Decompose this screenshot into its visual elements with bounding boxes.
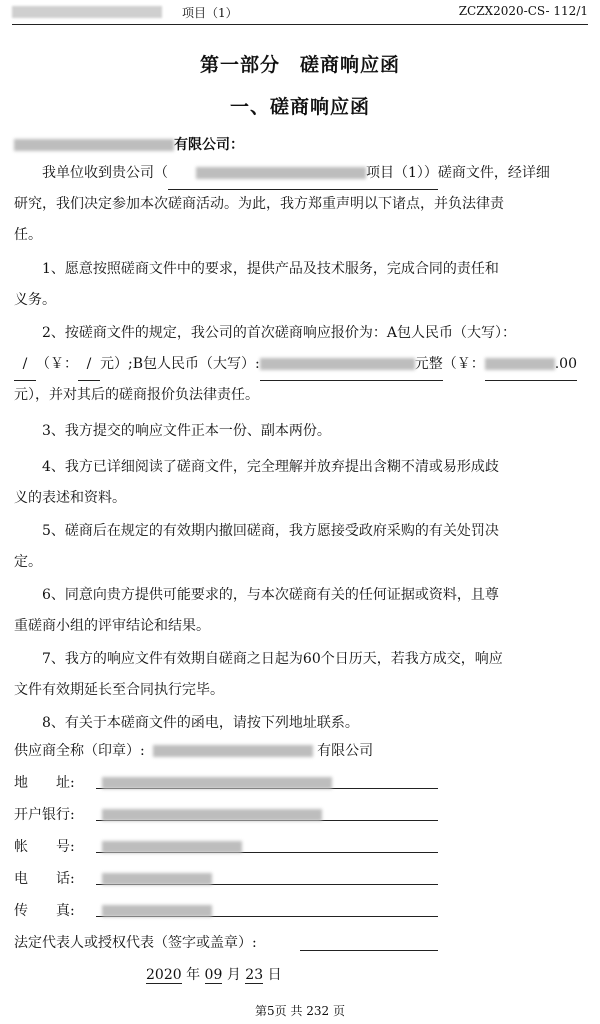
intro-line-2: 研究，我们决定参加本次磋商活动。为此，我方郑重声明以下诸点，并负法律责 (14, 196, 504, 212)
a-package-amount: / (78, 349, 100, 381)
redacted-fax (102, 905, 212, 917)
redacted-company (14, 139, 174, 151)
yen-label-a: （￥： (36, 356, 78, 372)
item-6b: 重磋商小组的评审结论和结果。 (14, 618, 210, 634)
account-label: 帐 号: (14, 839, 75, 855)
b-amount-suffix: .00 (554, 356, 577, 372)
date-year: 2020 (146, 967, 182, 983)
supplier-name-row (14, 740, 373, 760)
intro-text-a: 我单位收到贵公司（ (42, 165, 168, 181)
item-5b: 定。 (14, 554, 42, 570)
item-2a: 2、按磋商文件的规定，我公司的首次磋商响应报价为：A包人民币（大写）： (42, 325, 517, 341)
b-package-amount (485, 349, 577, 381)
section-title: 一、磋商响应函 (229, 96, 370, 118)
redacted-address (102, 777, 332, 789)
header-divider (12, 24, 588, 25)
addressee (14, 134, 244, 154)
item-1a: 1、愿意按照磋商文件中的要求，提供产品及技术服务，完成合同的责任和 (42, 261, 499, 277)
item-6a: 6、同意向贵方提供可能要求的，与本次磋商有关的任何证据或资料，且尊 (42, 587, 499, 603)
redacted-b-words (260, 358, 415, 370)
redacted-supplier (153, 745, 313, 757)
item-5a: 5、磋商后在规定的有效期内撤回磋商，我方愿接受政府采购的有关处罚决 (42, 523, 499, 539)
item-7b: 文件有效期延长至合同执行完毕。 (14, 682, 224, 698)
page-header (12, 2, 588, 24)
redacted-bank (102, 809, 322, 821)
date-year-unit: 年 (186, 967, 201, 983)
representative-label: 法定代表人或授权代表（签字或盖章）: (14, 935, 257, 951)
addressee-suffix: 有限公司： (174, 137, 244, 153)
date-month-unit: 月 (226, 967, 241, 983)
item-2b (14, 349, 586, 381)
address-label: 地 址: (14, 775, 75, 791)
bank-line (96, 804, 438, 821)
supplier-label: 供应商全称（印章）: (14, 743, 145, 759)
date-month: 09 (204, 967, 223, 983)
redacted-project (196, 167, 366, 179)
b-package-label: 元）;B包人民币（大写）: (100, 356, 260, 372)
redacted-b-amount (485, 358, 555, 370)
page-footer: 第5页 共 232 页 (255, 1004, 345, 1018)
b-package-words (260, 349, 443, 381)
intro-line-3: 任。 (14, 227, 42, 243)
date-day-unit: 日 (267, 967, 282, 983)
redacted-phone (102, 873, 212, 885)
phone-label: 电 话: (14, 871, 75, 887)
item-2c: 元），并对其后的磋商报价负法律责任。 (14, 387, 259, 403)
intro-text-b: 项目（1）） (366, 165, 438, 181)
intro-line-1 (14, 158, 586, 190)
item-8: 8、有关于本磋商文件的函电，请按下列地址联系。 (42, 715, 359, 731)
bank-label: 开户银行: (14, 807, 75, 823)
address-line (96, 772, 438, 789)
redacted-header-text (12, 6, 162, 18)
account-line (96, 836, 438, 853)
phone-line (96, 868, 438, 885)
part-title: 第一部分 磋商响应函 (199, 54, 400, 76)
representative-line (300, 934, 438, 951)
yen-label-b: （￥： (442, 356, 485, 372)
intro-text-c: 磋商文件，经详细 (437, 165, 550, 181)
fax-label: 传 真: (14, 903, 75, 919)
redacted-account (102, 841, 242, 853)
item-1b: 义务。 (14, 292, 56, 308)
supplier-suffix: 有限公司 (317, 743, 374, 759)
signing-date (146, 964, 282, 984)
intro-project-underline (168, 158, 438, 190)
header-code: ZCZX2020-CS- 112/1 (458, 4, 588, 18)
date-day: 23 (245, 967, 264, 983)
fax-line (96, 900, 438, 917)
b-words-suffix: 元整 (414, 356, 443, 372)
item-4a: 4、我方已详细阅读了磋商文件，完全理解并放弃提出含糊不清或易形成歧 (42, 459, 499, 475)
header-project: 项目（1） (182, 6, 238, 20)
item-4b: 义的表述和资料。 (14, 490, 126, 506)
item-7a: 7、我方的响应文件有效期自磋商之日起为60个日历天，若我方成交，响应 (42, 651, 503, 667)
item-3: 3、我方提交的响应文件正本一份、副本两份。 (42, 423, 331, 439)
a-package-words: / (14, 349, 36, 381)
